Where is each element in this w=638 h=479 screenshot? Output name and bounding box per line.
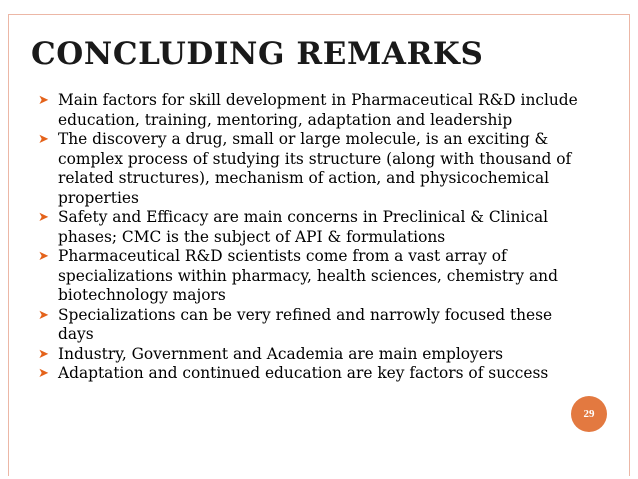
arrow-bullet-icon: ➤ <box>38 307 49 323</box>
arrow-bullet-icon: ➤ <box>38 93 49 108</box>
bullet-text: Industry, Government and Academia are main employers <box>58 344 504 363</box>
list-item <box>38 91 618 130</box>
bullet-text: The discovery a drug, small or large molecule, is an exciting & complex process of studying its structure (along with thousand of related structures), mechanism of action, and physicochemical properties <box>58 130 572 207</box>
arrow-bullet-icon: ➤ <box>38 366 49 381</box>
page-number-badge: 29 <box>571 396 607 432</box>
bullet-text: Adaptation and continued education are key factors of success <box>58 364 549 382</box>
bullet-text: Main factors for skill development in Pharmaceutical R&D include education, training, mentoring, adaptation and leadership <box>58 91 578 129</box>
list-item <box>38 208 618 247</box>
list-item <box>38 306 618 345</box>
bullet-text: Safety and Efficacy are main concerns in Preclinical & Clinical phases; CMC is the subject of API & formulations <box>58 208 549 246</box>
list-item <box>38 364 618 384</box>
list-item <box>38 130 618 208</box>
bullet-text: Specializations can be very refined and narrowly focused these days <box>58 305 553 343</box>
bullet-list <box>38 91 618 384</box>
slide-title: CONCLUDING REMARKS <box>31 36 484 72</box>
arrow-bullet-icon: ➤ <box>38 210 49 225</box>
bullet-text: Pharmaceutical R&D scientists come from a vast array of specializations within pharmacy, health sciences, chemistry and biotechnology majors <box>58 247 558 304</box>
list-item <box>38 345 618 365</box>
list-item <box>38 247 618 306</box>
arrow-bullet-icon: ➤ <box>38 346 49 362</box>
arrow-bullet-icon: ➤ <box>38 249 49 264</box>
arrow-bullet-icon: ➤ <box>38 132 49 147</box>
